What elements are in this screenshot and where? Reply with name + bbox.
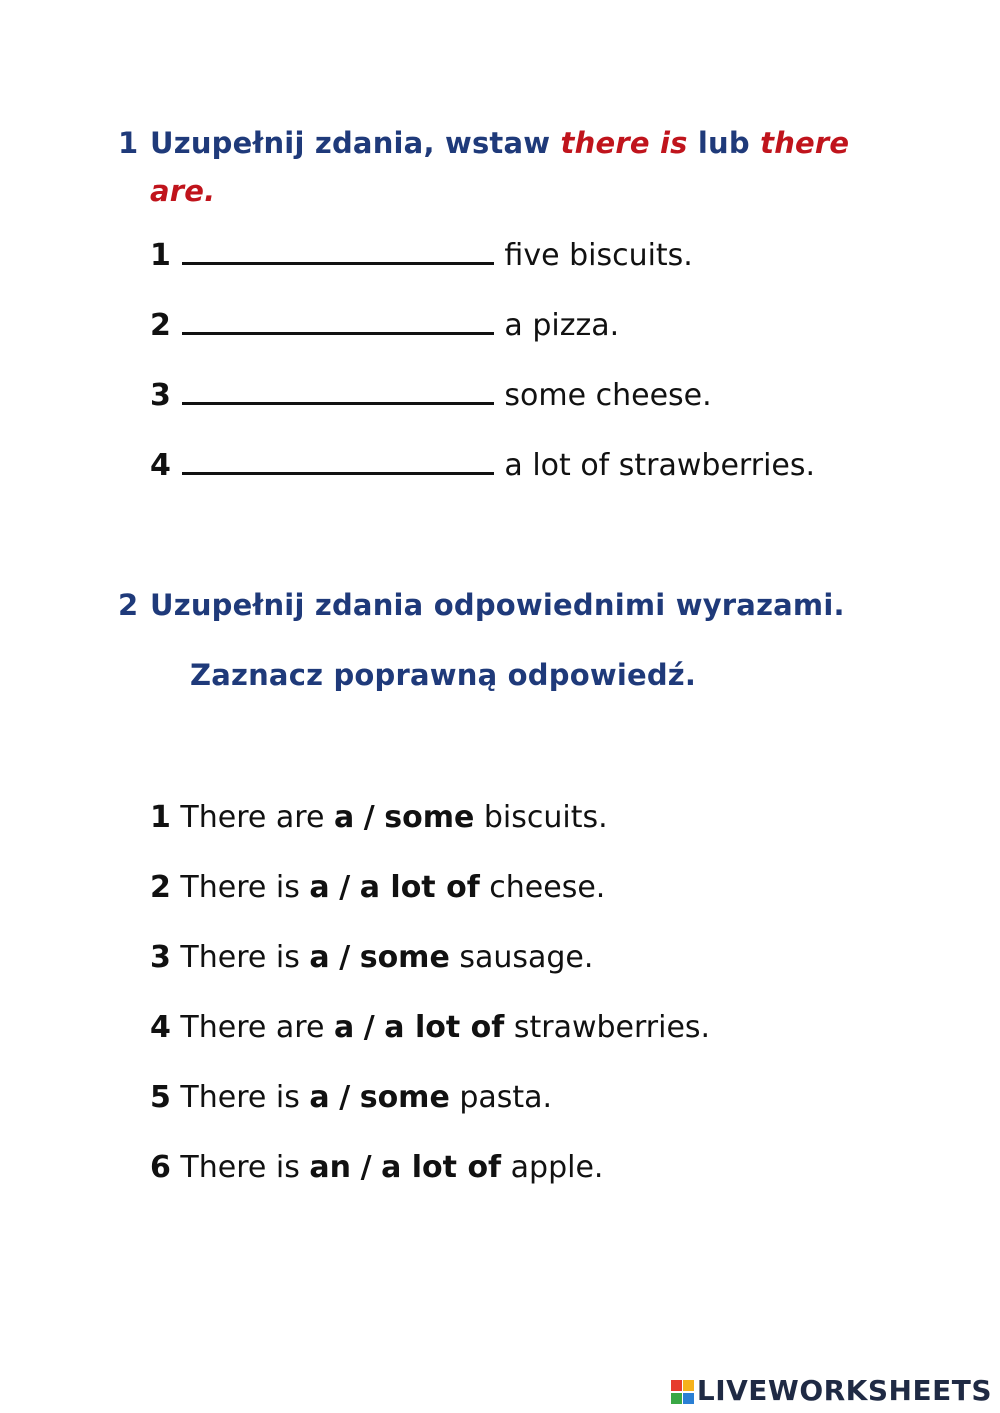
tail-text: biscuits. bbox=[483, 800, 608, 835]
item-number: 5 bbox=[150, 1080, 171, 1115]
logo-square-2 bbox=[683, 1380, 694, 1391]
answer-blank-3[interactable] bbox=[182, 376, 494, 405]
lead-text: There is bbox=[180, 870, 300, 905]
brand-text: LIVEWORKSHEETS bbox=[696, 1374, 992, 1407]
exercise-2-instruction: Uzupełnij zdania odpowiednimi wyrazami. bbox=[150, 588, 845, 622]
separator: / bbox=[363, 800, 375, 835]
answer-blank-4[interactable] bbox=[182, 446, 494, 475]
lead-text: There is bbox=[180, 940, 300, 975]
lead-text: There are bbox=[180, 1010, 325, 1045]
choice-row-1 bbox=[150, 798, 608, 838]
choice-row-3 bbox=[150, 938, 593, 978]
option-1[interactable]: a bbox=[309, 870, 330, 905]
separator: / bbox=[339, 870, 351, 905]
choice-row-2 bbox=[150, 868, 605, 908]
item-number: 3 bbox=[150, 940, 171, 975]
fill-blank-row-4 bbox=[150, 446, 815, 486]
fill-blank-row-2 bbox=[150, 306, 619, 346]
choice-row-6 bbox=[150, 1148, 603, 1188]
option-2[interactable]: some bbox=[359, 940, 450, 975]
item-number: 4 bbox=[150, 1010, 171, 1045]
exercise-2-number: 2 bbox=[118, 588, 139, 622]
item-number: 1 bbox=[150, 800, 171, 835]
option-1[interactable]: an bbox=[309, 1150, 352, 1185]
item-number: 3 bbox=[150, 378, 171, 413]
connector-text: lub bbox=[697, 126, 750, 160]
answer-blank-1[interactable] bbox=[182, 236, 494, 265]
item-text: some cheese. bbox=[504, 378, 712, 413]
exercise-2-subinstruction: Zaznacz poprawną odpowiedź. bbox=[190, 658, 697, 692]
option-1[interactable]: a bbox=[309, 940, 330, 975]
separator: / bbox=[339, 1080, 351, 1115]
liveworksheets-logo-icon bbox=[671, 1380, 695, 1404]
option-2[interactable]: some bbox=[384, 800, 475, 835]
fill-blank-row-3 bbox=[150, 376, 712, 416]
item-number: 2 bbox=[150, 870, 171, 905]
option-1[interactable]: a bbox=[333, 800, 355, 835]
choice-row-5 bbox=[150, 1078, 552, 1118]
item-number: 6 bbox=[150, 1150, 171, 1185]
separator: / bbox=[363, 1010, 375, 1045]
option-2[interactable]: a lot of bbox=[359, 870, 480, 905]
option-1[interactable]: a bbox=[333, 1010, 355, 1045]
lead-text: There is bbox=[180, 1080, 300, 1115]
item-number: 2 bbox=[150, 308, 171, 343]
item-text: a pizza. bbox=[504, 308, 620, 343]
logo-square-3 bbox=[671, 1393, 682, 1404]
item-number: 1 bbox=[150, 238, 171, 273]
highlight-there-is: there is bbox=[560, 126, 688, 160]
tail-text: pasta. bbox=[459, 1080, 553, 1115]
option-2[interactable]: a lot of bbox=[384, 1010, 505, 1045]
exercise-1-instruction-line2 bbox=[150, 174, 215, 208]
exercise-1-number: 1 bbox=[118, 126, 139, 160]
separator: / bbox=[339, 940, 351, 975]
fill-blank-row-1 bbox=[150, 236, 693, 276]
option-2[interactable]: some bbox=[359, 1080, 450, 1115]
option-2[interactable]: a lot of bbox=[381, 1150, 502, 1185]
tail-text: cheese. bbox=[489, 870, 606, 905]
highlight-there: there bbox=[760, 126, 850, 160]
highlight-are: are. bbox=[150, 174, 216, 208]
tail-text: apple. bbox=[510, 1150, 604, 1185]
answer-blank-2[interactable] bbox=[182, 306, 494, 335]
tail-text: strawberries. bbox=[513, 1010, 711, 1045]
item-text: a lot of strawberries. bbox=[504, 448, 816, 483]
lead-text: There is bbox=[180, 1150, 300, 1185]
choice-row-4 bbox=[150, 1008, 710, 1048]
liveworksheets-footer bbox=[671, 1374, 992, 1407]
separator: / bbox=[360, 1150, 372, 1185]
exercise-1-instruction bbox=[150, 126, 849, 160]
lead-text: There are bbox=[180, 800, 325, 835]
instruction-text: Uzupełnij zdania, wstaw bbox=[150, 126, 551, 160]
tail-text: sausage. bbox=[459, 940, 594, 975]
item-number: 4 bbox=[150, 448, 171, 483]
logo-square-4 bbox=[683, 1393, 694, 1404]
logo-square-1 bbox=[671, 1380, 682, 1391]
option-1[interactable]: a bbox=[309, 1080, 330, 1115]
item-text: five biscuits. bbox=[504, 238, 693, 273]
